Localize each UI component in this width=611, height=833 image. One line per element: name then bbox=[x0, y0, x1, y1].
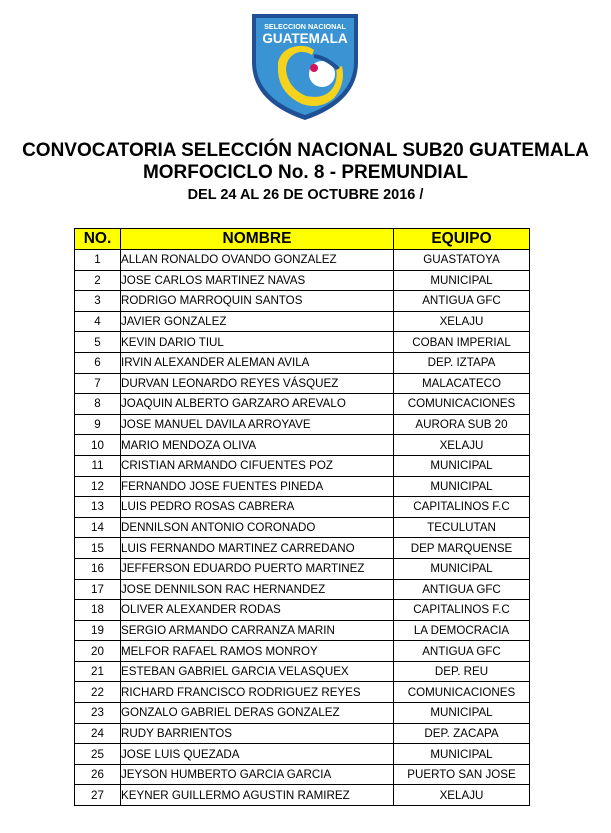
table-row bbox=[75, 455, 530, 476]
title-block bbox=[0, 140, 611, 205]
cell-team: GUASTATOYA bbox=[394, 250, 530, 271]
table-row bbox=[75, 641, 530, 662]
cell-player-name: KEVIN DARIO TIUL bbox=[121, 332, 394, 353]
cell-number: 5 bbox=[75, 332, 121, 353]
cell-player-name: GONZALO GABRIEL DERAS GONZALEZ bbox=[121, 703, 394, 724]
cell-player-name: ESTEBAN GABRIEL GARCIA VELASQUEX bbox=[121, 661, 394, 682]
cell-team: DEP. REU bbox=[394, 661, 530, 682]
cell-number: 9 bbox=[75, 414, 121, 435]
table-row bbox=[75, 661, 530, 682]
header-no: NO. bbox=[75, 229, 121, 250]
cell-team: DEP. IZTAPA bbox=[394, 352, 530, 373]
table-header-row bbox=[75, 229, 530, 250]
table-row bbox=[75, 373, 530, 394]
table-row bbox=[75, 250, 530, 271]
table-row bbox=[75, 352, 530, 373]
table-row bbox=[75, 723, 530, 744]
cell-number: 24 bbox=[75, 723, 121, 744]
cell-team: MUNICIPAL bbox=[394, 476, 530, 497]
cell-team: MUNICIPAL bbox=[394, 558, 530, 579]
cell-player-name: SERGIO ARMANDO CARRANZA MARIN bbox=[121, 620, 394, 641]
cell-player-name: MARIO MENDOZA OLIVA bbox=[121, 435, 394, 456]
cell-number: 11 bbox=[75, 455, 121, 476]
cell-number: 7 bbox=[75, 373, 121, 394]
table-row bbox=[75, 764, 530, 785]
cell-team: COMUNICACIONES bbox=[394, 682, 530, 703]
cell-number: 8 bbox=[75, 394, 121, 415]
table-row bbox=[75, 703, 530, 724]
cell-team: MUNICIPAL bbox=[394, 703, 530, 724]
table-row bbox=[75, 311, 530, 332]
cell-team: XELAJU bbox=[394, 311, 530, 332]
cell-number: 2 bbox=[75, 270, 121, 291]
cell-player-name: JOAQUIN ALBERTO GARZARO AREVALO bbox=[121, 394, 394, 415]
header-name: NOMBRE bbox=[121, 229, 394, 250]
cell-number: 13 bbox=[75, 497, 121, 518]
cell-team: CAPITALINOS F.C bbox=[394, 600, 530, 621]
cell-team: AURORA SUB 20 bbox=[394, 414, 530, 435]
cell-player-name: FERNANDO JOSE FUENTES PINEDA bbox=[121, 476, 394, 497]
cell-number: 18 bbox=[75, 600, 121, 621]
cell-number: 23 bbox=[75, 703, 121, 724]
cell-number: 1 bbox=[75, 250, 121, 271]
cell-team: TECULUTAN bbox=[394, 517, 530, 538]
logo-text-top: SELECCION NACIONAL bbox=[264, 22, 346, 31]
cell-player-name: JOSE DENNILSON RAC HERNANDEZ bbox=[121, 579, 394, 600]
cell-number: 26 bbox=[75, 764, 121, 785]
table-row bbox=[75, 785, 530, 806]
cell-player-name: RUDY BARRIENTOS bbox=[121, 723, 394, 744]
cell-team: MUNICIPAL bbox=[394, 270, 530, 291]
cell-number: 25 bbox=[75, 744, 121, 765]
title-line-1: CONVOCATORIA SELECCIÓN NACIONAL SUB20 GUATEMALA bbox=[22, 140, 589, 161]
cell-team: MALACATECO bbox=[394, 373, 530, 394]
cell-player-name: LUIS PEDRO ROSAS CABRERA bbox=[121, 497, 394, 518]
table-row bbox=[75, 558, 530, 579]
roster-table bbox=[74, 228, 530, 806]
cell-team: MUNICIPAL bbox=[394, 455, 530, 476]
cell-team: LA DEMOCRACIA bbox=[394, 620, 530, 641]
cell-player-name: RICHARD FRANCISCO RODRIGUEZ REYES bbox=[121, 682, 394, 703]
table-row bbox=[75, 517, 530, 538]
title-line-3: DEL 24 AL 26 DE OCTUBRE 2016 / bbox=[187, 187, 424, 203]
cell-team: MUNICIPAL bbox=[394, 744, 530, 765]
table-row bbox=[75, 682, 530, 703]
header-team: EQUIPO bbox=[394, 229, 530, 250]
cell-player-name: RODRIGO MARROQUIN SANTOS bbox=[121, 291, 394, 312]
table-row bbox=[75, 270, 530, 291]
cell-team: COMUNICACIONES bbox=[394, 394, 530, 415]
cell-number: 21 bbox=[75, 661, 121, 682]
cell-team: ANTIGUA GFC bbox=[394, 291, 530, 312]
table-row bbox=[75, 414, 530, 435]
table-row bbox=[75, 538, 530, 559]
table-row bbox=[75, 620, 530, 641]
table-row bbox=[75, 332, 530, 353]
cell-number: 17 bbox=[75, 579, 121, 600]
cell-player-name: DENNILSON ANTONIO CORONADO bbox=[121, 517, 394, 538]
table-row bbox=[75, 291, 530, 312]
cell-number: 27 bbox=[75, 785, 121, 806]
roster-body bbox=[75, 250, 530, 806]
cell-player-name: LUIS FERNANDO MARTINEZ CARREDANO bbox=[121, 538, 394, 559]
cell-number: 6 bbox=[75, 352, 121, 373]
table-row bbox=[75, 476, 530, 497]
cell-number: 19 bbox=[75, 620, 121, 641]
cell-team: ANTIGUA GFC bbox=[394, 579, 530, 600]
table-row bbox=[75, 497, 530, 518]
cell-player-name: KEYNER GUILLERMO AGUSTIN RAMIREZ bbox=[121, 785, 394, 806]
cell-team: ANTIGUA GFC bbox=[394, 641, 530, 662]
cell-player-name: JOSE LUIS QUEZADA bbox=[121, 744, 394, 765]
cell-team: XELAJU bbox=[394, 785, 530, 806]
cell-team: XELAJU bbox=[394, 435, 530, 456]
cell-player-name: CRISTIAN ARMANDO CIFUENTES POZ bbox=[121, 455, 394, 476]
cell-number: 14 bbox=[75, 517, 121, 538]
seleccion-nacional-guatemala-logo bbox=[248, 10, 362, 122]
logo-dot bbox=[310, 64, 318, 72]
cell-player-name: IRVIN ALEXANDER ALEMAN AVILA bbox=[121, 352, 394, 373]
cell-player-name: JEFFERSON EDUARDO PUERTO MARTINEZ bbox=[121, 558, 394, 579]
cell-player-name: ALLAN RONALDO OVANDO GONZALEZ bbox=[121, 250, 394, 271]
cell-player-name: JAVIER GONZALEZ bbox=[121, 311, 394, 332]
cell-number: 16 bbox=[75, 558, 121, 579]
cell-team: COBAN IMPERIAL bbox=[394, 332, 530, 353]
table-row bbox=[75, 394, 530, 415]
cell-player-name: JOSE MANUEL DAVILA ARROYAVE bbox=[121, 414, 394, 435]
cell-number: 15 bbox=[75, 538, 121, 559]
cell-team: DEP. ZACAPA bbox=[394, 723, 530, 744]
cell-player-name: MELFOR RAFAEL RAMOS MONROY bbox=[121, 641, 394, 662]
cell-team: PUERTO SAN JOSE bbox=[394, 764, 530, 785]
logo-text-main: GUATEMALA bbox=[262, 31, 348, 46]
cell-player-name: DURVAN LEONARDO REYES VÁSQUEZ bbox=[121, 373, 394, 394]
table-row bbox=[75, 600, 530, 621]
cell-team: CAPITALINOS F.C bbox=[394, 497, 530, 518]
cell-player-name: JOSE CARLOS MARTINEZ NAVAS bbox=[121, 270, 394, 291]
cell-number: 4 bbox=[75, 311, 121, 332]
title-line-2: MORFOCICLO No. 8 - PREMUNDIAL bbox=[142, 162, 469, 183]
cell-number: 10 bbox=[75, 435, 121, 456]
table-row bbox=[75, 435, 530, 456]
table-row bbox=[75, 744, 530, 765]
cell-number: 22 bbox=[75, 682, 121, 703]
cell-team: DEP MARQUENSE bbox=[394, 538, 530, 559]
cell-number: 3 bbox=[75, 291, 121, 312]
cell-number: 20 bbox=[75, 641, 121, 662]
table-row bbox=[75, 579, 530, 600]
cell-player-name: JEYSON HUMBERTO GARCIA GARCIA bbox=[121, 764, 394, 785]
cell-number: 12 bbox=[75, 476, 121, 497]
cell-player-name: OLIVER ALEXANDER RODAS bbox=[121, 600, 394, 621]
